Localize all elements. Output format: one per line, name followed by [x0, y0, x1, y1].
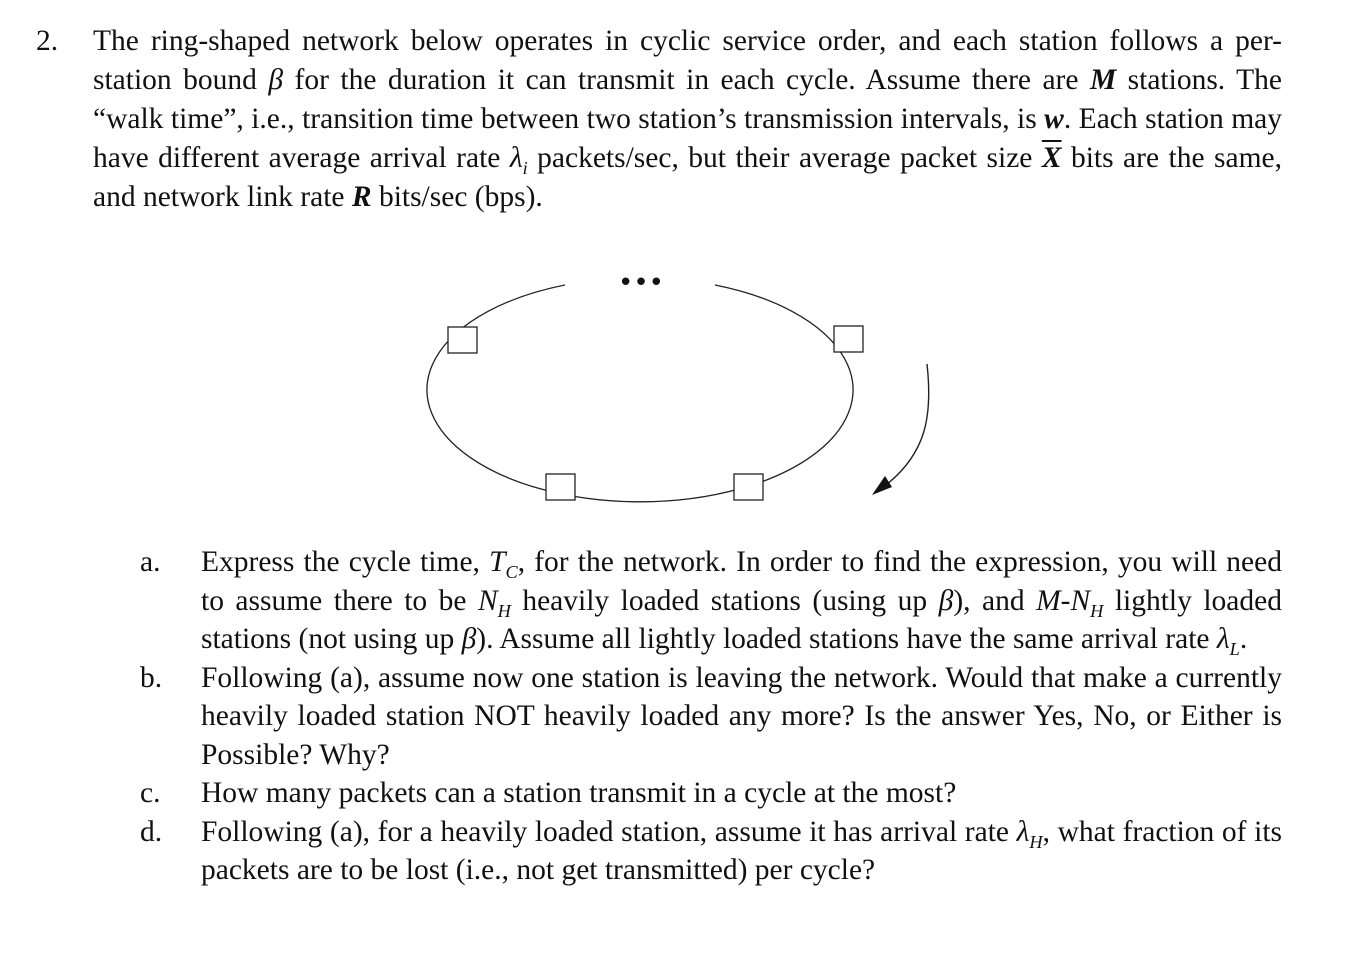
part-d [140, 813, 1282, 890]
direction-arrow-curve [886, 364, 929, 485]
part-a-t6: ). Assume all lightly loaded stations have the same arrival rate [476, 623, 1217, 655]
part-c [140, 774, 1282, 813]
symbol-beta: β [268, 64, 284, 96]
problem-text-s5: packets/sec, but their average packet size [527, 142, 1042, 174]
symbol-T: T [489, 546, 506, 578]
symbol-lambda: λ [1016, 815, 1030, 848]
ring-network-svg [420, 258, 960, 518]
symbol-subscript-C: C [505, 561, 518, 582]
part-a-text [201, 543, 1282, 659]
part-c-text: How many packets can a station transmit in a cycle at the most? [201, 777, 957, 809]
part-a-t3: heavily loaded stations (using up [510, 584, 939, 617]
symbol-N: N [477, 584, 498, 617]
symbol-subscript-H: H [497, 600, 511, 621]
part-b-label: b. [140, 661, 163, 694]
direction-arrowhead [872, 476, 892, 495]
problem-text-s4: . Each station may have different average arrival rate [93, 103, 1282, 174]
part-d-t1: Following (a), for a heavily loaded station, assume it has arrival rate [201, 815, 1017, 848]
symbol-lambda: λ [509, 142, 523, 174]
symbol-beta: β [461, 623, 477, 655]
part-a-t1: Express the cycle time, [201, 546, 490, 578]
symbol-beta: β [938, 584, 954, 617]
part-a-t7: . [1239, 623, 1248, 655]
part-c-label: c. [140, 777, 161, 809]
ring-network-diagram [420, 258, 960, 523]
symbol-lambda: λ [1216, 623, 1230, 655]
symbol-xbar: $\overline{X}$ [1041, 142, 1062, 174]
symbol-subscript-H: H [1090, 600, 1104, 621]
ring-arc [427, 285, 853, 502]
part-a-label: a. [140, 546, 161, 578]
sub-questions [140, 543, 1282, 890]
part-a-t5: lightly loaded stations (not using up [201, 584, 1282, 655]
symbol-M-minus-N: M-N [1036, 584, 1091, 617]
problem-number: 2. [36, 25, 59, 57]
symbol-subscript-L: L [1229, 638, 1240, 659]
problem-text [93, 22, 1282, 217]
station-box [546, 474, 575, 500]
part-a-t2: , for the network. In order to find the expression, you will need to assume there to be [201, 546, 1282, 617]
symbol-M: M [1089, 64, 1117, 96]
part-d-t2: , what fraction of its packets are to be lost (i.e., not get transmitted) per cycle? [201, 815, 1282, 886]
station-box [734, 474, 763, 500]
part-d-text [201, 813, 1282, 890]
symbol-w: w [1044, 103, 1064, 135]
problem-text-s7: bits/sec (bps). [371, 181, 543, 213]
problem-text-s2: for the duration it can transmit in each cycle. Assume there are [283, 64, 1090, 96]
part-d-label: d. [140, 815, 163, 848]
station-box [448, 327, 477, 353]
symbol-subscript-H: H [1029, 831, 1043, 852]
part-b-text: Following (a), assume now one station is leaving the network. Would that make a currently heavily loaded station NOT heavily loaded any more? Is the answer Yes, No, or Either is Possible? Why? [201, 661, 1282, 771]
part-b [140, 659, 1282, 775]
problem-text-s6: bits are the same, and network link rate [93, 142, 1282, 213]
ellipsis-dots: ••• [617, 268, 665, 298]
problem-text-s3: stations. The “walk time”, i.e., transition time between two station’s transmission intervals, is [93, 64, 1282, 135]
part-a-t4: ), and [953, 584, 1037, 617]
problem-text-s1: The ring-shaped network below operates in cyclic service order, and each station follows a per-station bound [93, 25, 1282, 96]
station-box [834, 326, 863, 352]
problem-statement [36, 22, 1282, 217]
symbol-subscript-i: i [522, 157, 528, 178]
part-a [140, 543, 1282, 659]
symbol-R: R [351, 181, 372, 213]
